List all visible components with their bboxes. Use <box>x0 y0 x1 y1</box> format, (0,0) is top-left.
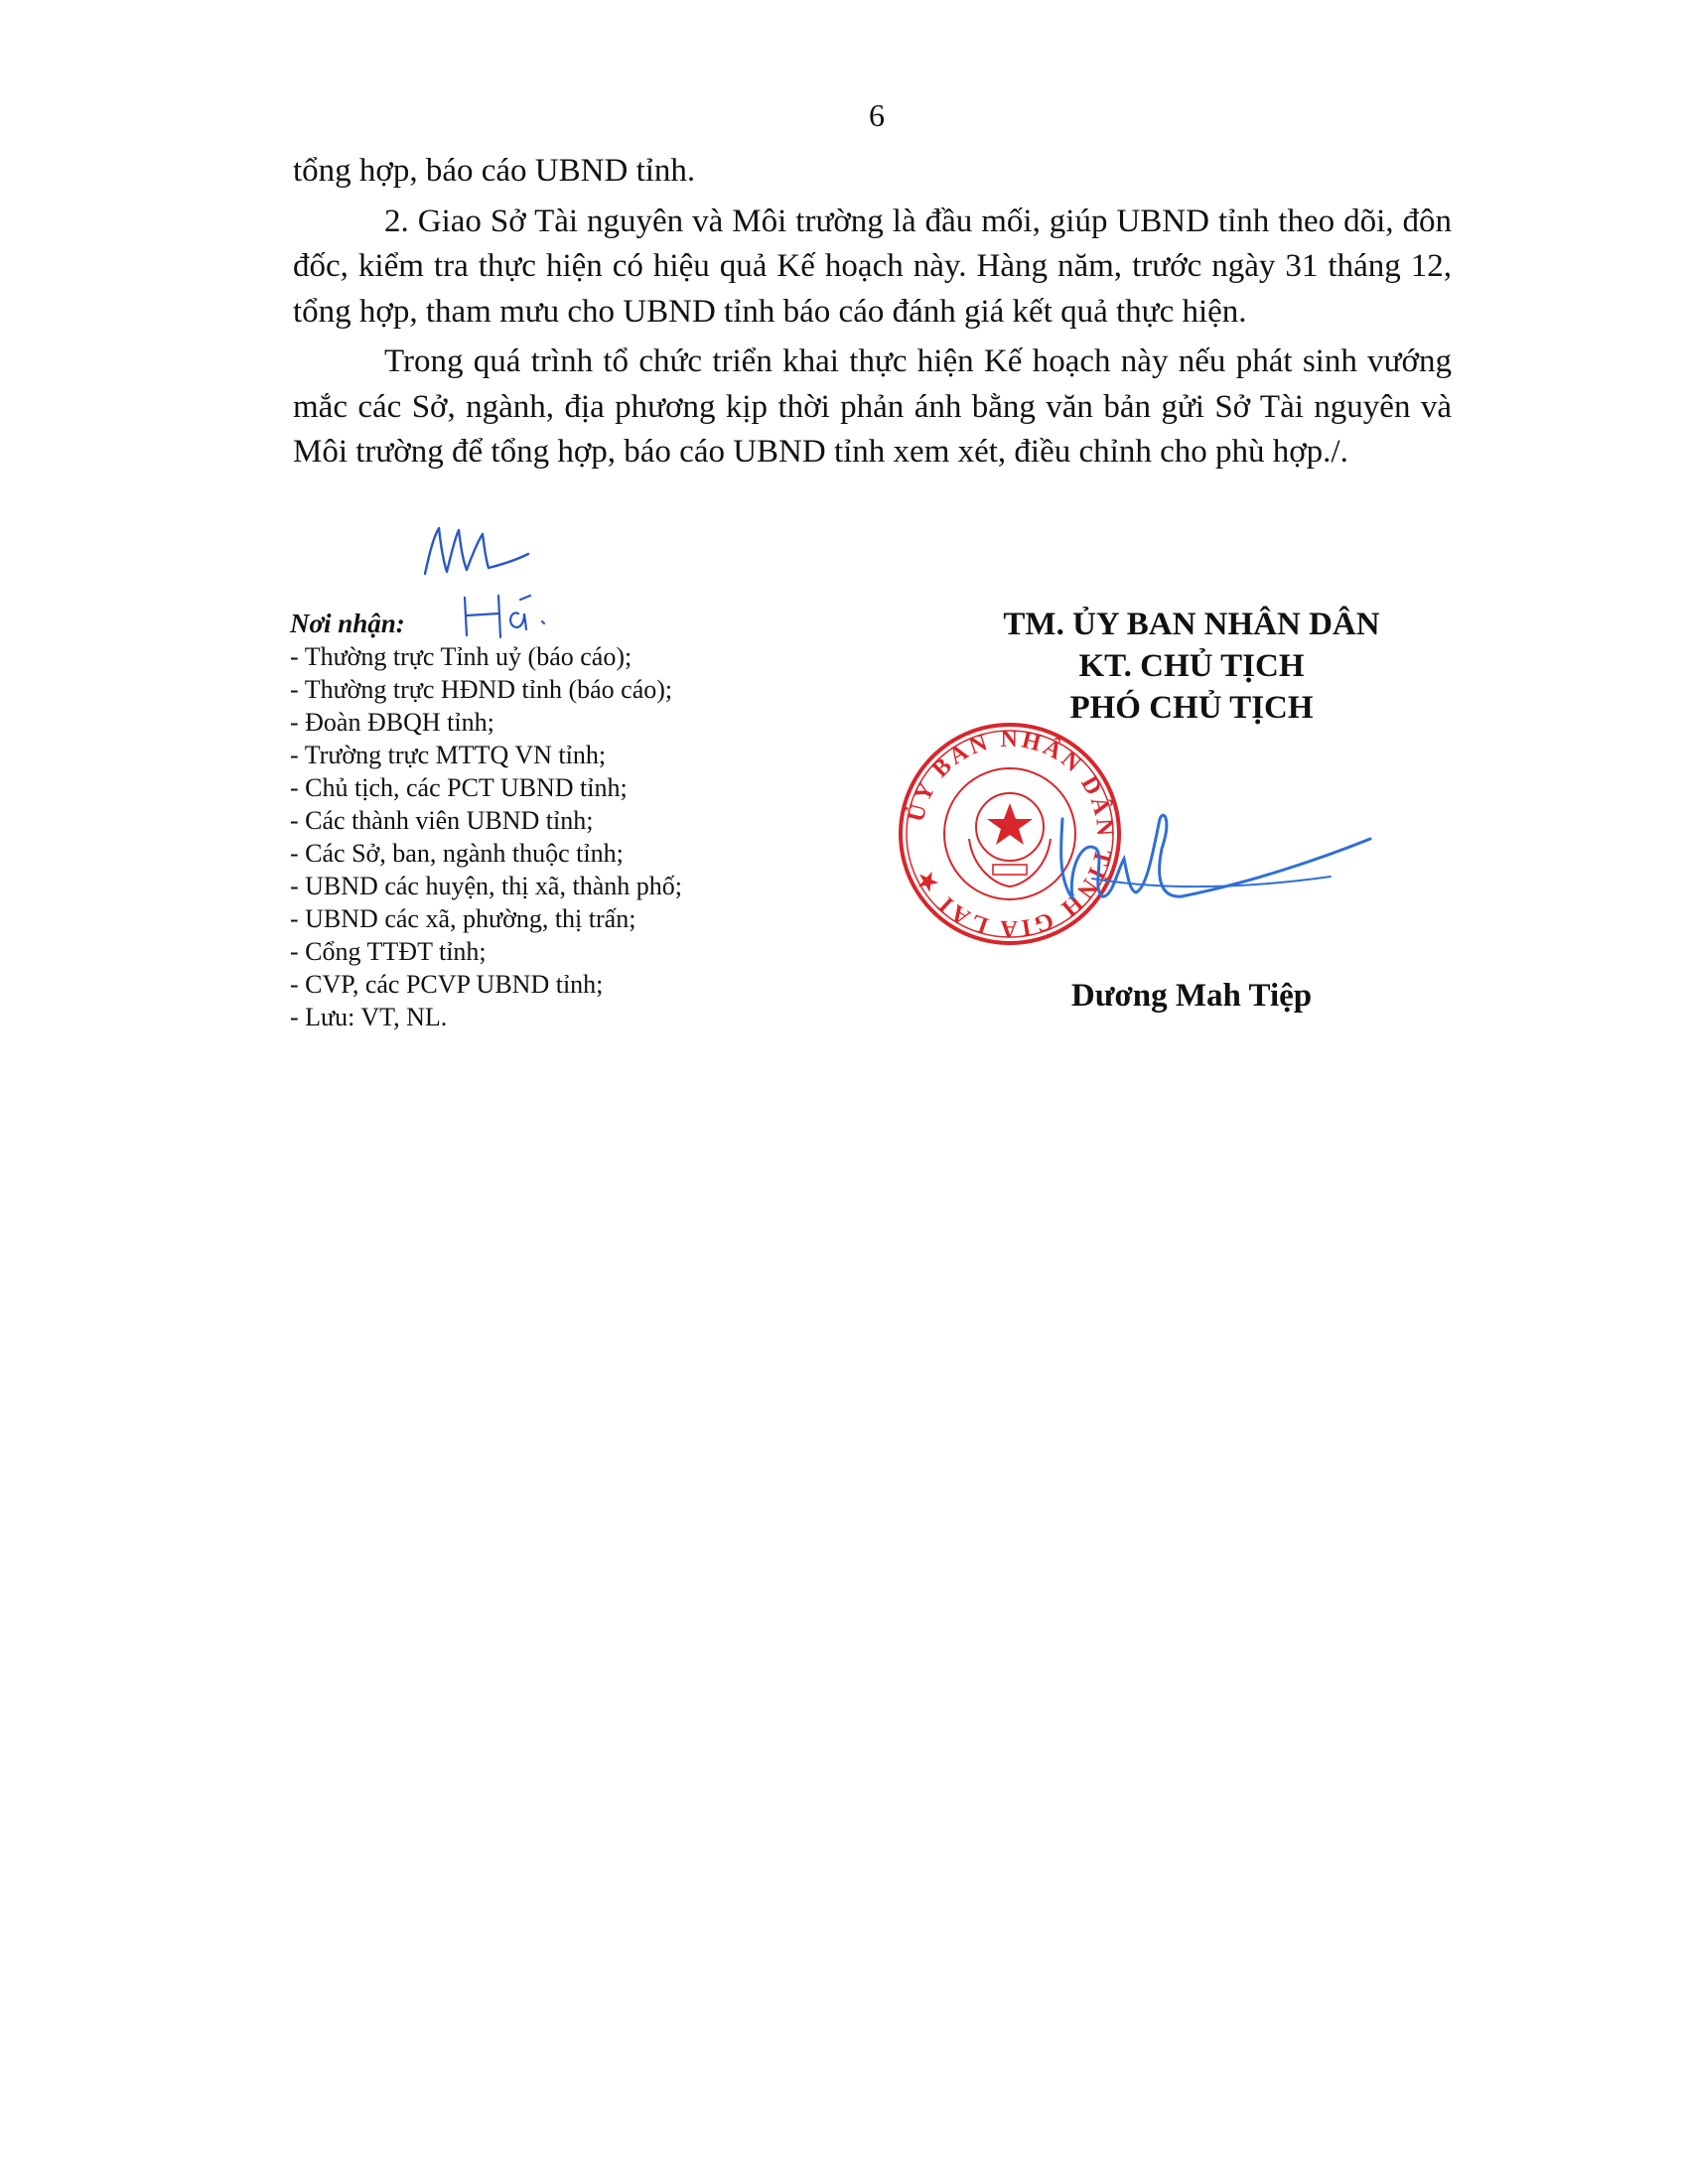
recipient-item: - UBND các xã, phường, thị trấn; <box>290 904 636 933</box>
signature-title-line-1: TM. ỦY BAN NHÂN DÂN <box>1003 607 1380 642</box>
recipient-heading: Nơi nhận: <box>290 609 405 638</box>
recipient-item: - CVP, các PCVP UBND tỉnh; <box>290 970 604 999</box>
paragraph-closing: Trong quá trình tổ chức triển khai thực hiện Kế hoạch này nếu phát sinh vướng mắc các Sở, ngành, địa phương kịp thời phản ánh bằng văn bản gửi Sở Tài nguyên và Môi trường để tổng hợp, báo cáo UBND tỉnh xem xét, điều chỉnh cho phù hợp./. <box>293 343 1452 470</box>
paragraph-item-2: 2. Giao Sở Tài nguyên và Môi trường là đầu mối, giúp UBND tỉnh theo dõi, đôn đốc, kiểm tra thực hiện có hiệu quả Kế hoạch này. Hàng năm, trước ngày 31 tháng 12, tổng hợp, tham mưu cho UBND tỉnh báo cáo đánh giá kết quả thực hiện. <box>293 203 1452 330</box>
recipient-item: - Thường trực HĐND tỉnh (báo cáo); <box>290 675 673 704</box>
recipient-item: - Cổng TTĐT tỉnh; <box>290 937 487 966</box>
recipient-item: - Trường trực MTTQ VN tỉnh; <box>290 741 607 769</box>
signer-name: Dương Mah Tiệp <box>1070 978 1313 1014</box>
handwritten-initials <box>417 516 536 586</box>
body-text <box>293 149 1452 480</box>
recipient-item: - Các thành viên UBND tỉnh; <box>290 806 594 835</box>
signature-title-line-2: KT. CHỦ TỊCH <box>1078 648 1305 684</box>
signature-title-line-3: PHÓ CHỦ TỊCH <box>1069 690 1314 726</box>
page-number: 6 <box>869 97 885 133</box>
recipient-list <box>290 608 846 1033</box>
recipient-items <box>290 640 846 1033</box>
recipient-item: - Chủ tịch, các PCT UBND tỉnh; <box>290 773 628 802</box>
paragraph-continuation: tổng hợp, báo cáo UBND tỉnh. <box>293 153 696 189</box>
recipient-item: - Lưu: VT, NL. <box>290 1003 448 1031</box>
recipient-item: - UBND các huyện, thị xã, thành phố; <box>290 872 682 900</box>
svg-text:ỦY BAN NHÂN DÂN TỈNH GIA LAI ★: ỦY BAN NHÂN DÂN TỈNH GIA LAI ★ <box>903 726 1118 942</box>
recipient-item: - Đoàn ĐBQH tỉnh; <box>290 708 494 737</box>
recipient-item: - Thường trực Tỉnh uỷ (báo cáo); <box>290 642 633 671</box>
handwritten-signature <box>1033 779 1390 938</box>
recipient-item: - Các Sở, ban, ngành thuộc tỉnh; <box>290 839 624 868</box>
signature-title-block <box>923 604 1460 729</box>
